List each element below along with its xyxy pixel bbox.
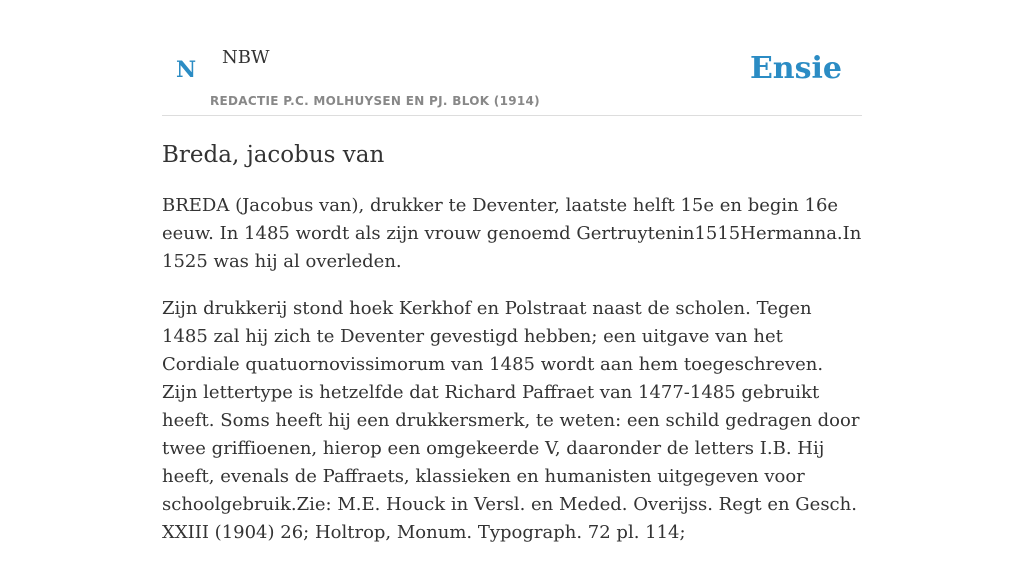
article-paragraph: Zijn drukkerij stond hoek Kerkhof en Polstraat naast de scholen. Tegen 1485 zal hij zich te Deventer gevestigd hebben; een uitgave van het Cordiale quatuornovissimorum van 1485 wordt aan hem toegeschreven. Zijn lettertype is hetzelfde dat Richard Paffraet van 1477-1485 gebruikt heeft. Soms heeft hij een drukkersmerk, te weten: een schild gedragen door twee griffioenen, hierop een omgekeerde V, daaronder de letters I.B. Hij heeft, evenals de Paffraets, klassieken en humanisten uitgegeven voor schoolgebruik.Zie: M.E. Houck in Versl. en Meded. Overijss. Regt en Gesch. XXIII (1904) 26; Holtrop, Monum. Typograph. 72 pl. 114; (162, 298, 860, 543)
article-body (162, 192, 862, 566)
source-subtitle: REDACTIE P.C. MOLHUYSEN EN PJ. BLOK (1914) (210, 94, 540, 108)
site-header (162, 30, 862, 116)
article-paragraph: BREDA (Jacobus van), drukker te Deventer, laatste helft 15e en begin 16e eeuw. In 1485 wordt als zijn vrouw genoemd Gertruytenin1515Hermanna.In 1525 was hij al overleden. (162, 195, 862, 272)
source-logo[interactable]: N (176, 57, 197, 83)
ensie-logo[interactable]: Ensie (749, 51, 842, 86)
page-title: Breda, jacobus van (162, 142, 385, 168)
source-title[interactable]: NBW (222, 47, 270, 68)
